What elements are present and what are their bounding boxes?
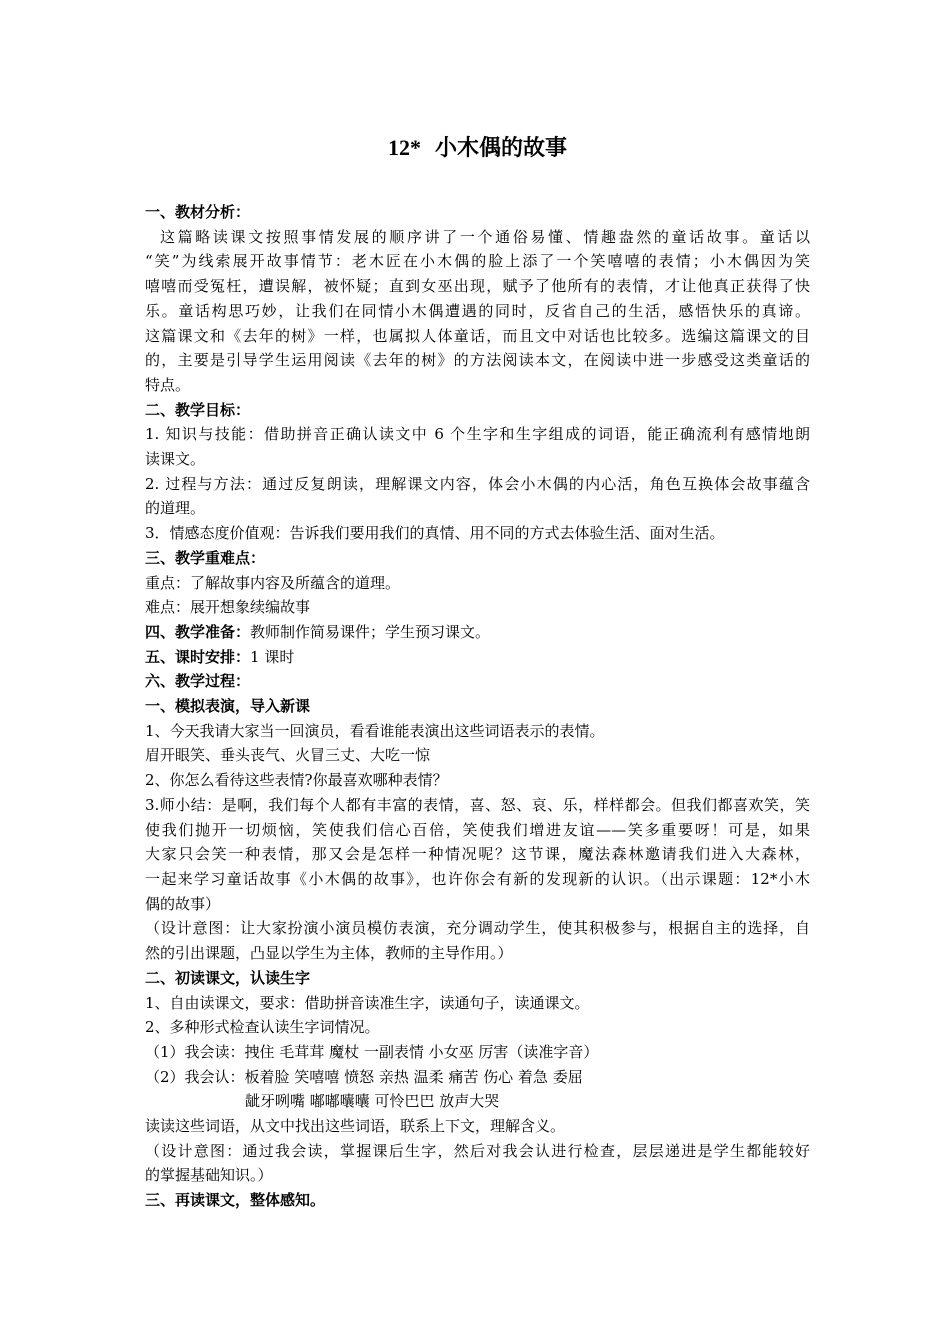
section-heading-process: 六、教学过程：: [145, 672, 251, 691]
section-heading-analysis: 一、教材分析：: [145, 203, 251, 221]
paragraph-line: 嘻嘻而受冤枉，遭误解，被怀疑；直到女巫出现，赋予了他所有的表情，才让他真正获得了快: [145, 277, 810, 296]
paragraph-line: 这篇略读课文按照事情发展的顺序讲了一个通俗易懂、情趣盎然的童话故事。童话以: [160, 227, 810, 246]
prep-line: [145, 620, 810, 645]
paragraph-line: 重点：了解故事内容及所蕴含的道理。: [145, 573, 401, 592]
paragraph-line: 的掌握基础知识。）: [145, 1166, 273, 1185]
part-heading-1: 一、模拟表演，导入新课: [145, 697, 311, 716]
paragraph-line: 读课文。: [145, 450, 206, 469]
paragraph-line: （2）我会认：板着脸 笑嘻嘻 愤怒 亲热 温柔 痛苦 伤心 着急 委屈: [145, 1067, 583, 1086]
paragraph-line: 然的引出课题，凸显以学生为主体，教师的主导作用。）: [145, 944, 513, 963]
paragraph-line: 2. 过程与方法：通过反复朗读，理解课文内容，体会小木偶的内心活，角色互换体会故事蕴含: [145, 474, 810, 493]
paragraph-line: 龇牙咧嘴 嘟嘟囔囔 可怜巴巴 放声大哭: [245, 1092, 500, 1111]
paragraph-line: 难点：展开想象续编故事: [145, 598, 311, 617]
paragraph-line: 2、多种形式检查认读生字词情况。: [145, 1018, 380, 1037]
prep-text: 教师制作简易课件；学生预习课文。: [250, 622, 491, 641]
paragraph-line: 眉开眼笑、垂头丧气、火冒三丈、大吃一惊: [145, 746, 431, 765]
paragraph-line: 特点。: [145, 375, 191, 394]
schedule-text: 1 课时: [250, 647, 295, 666]
document-body: [145, 200, 810, 1213]
section-heading-goals: 二、教学目标：: [145, 400, 251, 419]
paragraph-line: 3．情感态度价值观：告诉我们要用我们的真情、用不同的方式去体验生活、面对生活。: [145, 524, 725, 543]
paragraph-line: 使我们抛开一切烦恼，笑使我们信心百倍，笑使我们增进友谊——笑多重要呀！可是，如果: [145, 820, 810, 839]
paragraph-line: 1、今天我请大家当一回演员，看看谁能表演出这些词语表示的表情。: [145, 721, 605, 740]
paragraph-line: 偶的故事）: [145, 894, 221, 913]
paragraph-line: （设计意图：让大家扮演小演员模仿表演，充分调动学生，使其积极参与，根据自主的选择，自: [145, 919, 810, 938]
paragraph-line: 1. 知识与技能：借助拼音正确认读文中 6 个生字和生字组成的词语，能正确流利有感情地朗: [145, 425, 810, 444]
part-heading-3: 三、再读课文，整体感知。: [145, 1191, 326, 1210]
paragraph-line: 的道理。: [145, 499, 206, 518]
paragraph-line: 读读这些词语，从文中找出这些词语，联系上下文，理解含义。: [145, 1117, 566, 1136]
paragraph-line: 2、你怎么看待这些表情?你最喜欢哪种表情？: [145, 771, 448, 790]
lesson-number: 12*: [387, 135, 421, 160]
section-heading-prep: 四、教学准备：: [145, 622, 251, 641]
paragraph-line: 大家只会笑一种表情，那又会是怎样一种情况呢？这节课，魔法森林邀请我们进入大森林，: [145, 845, 810, 864]
paragraph-line: 一起来学习童话故事《小木偶的故事》，也许你会有新的发现新的认识。（出示课题：12*小木: [145, 869, 810, 888]
paragraph-line: 这篇课文和《去年的树》一样，也属拟人体童话，而且文中对话也比较多。选编这篇课文的目: [145, 326, 810, 345]
page-title: [145, 133, 810, 163]
section-heading-key-points: 三、教学重难点：: [145, 548, 266, 567]
paragraph-line: 乐。童话构思巧妙，让我们在同情小木偶遭遇的同时，反省自己的生活，感悟快乐的真谛。: [145, 301, 810, 320]
paragraph-line: 1、自由读课文，要求：借助拼音读准生字，读通句子，读通课文。: [145, 993, 590, 1012]
lesson-title: 小木偶的故事: [434, 135, 567, 161]
part-heading-2: 二、初读课文，认读生字: [145, 968, 311, 987]
section-heading-schedule: 五、课时安排：: [145, 647, 251, 666]
paragraph-line: 的，主要是引导学生运用阅读《去年的树》的方法阅读本文，在阅读中进一步感受这类童话的: [145, 351, 810, 370]
schedule-line: [145, 645, 810, 670]
paragraph-line: 3.师小结：是啊，我们每个人都有丰富的表情，喜、怒、哀、乐，样样都会。但我们都喜欢笑，笑: [145, 795, 810, 814]
paragraph-line: （1）我会读：拽住 毛茸茸 魔杖 一副表情 小女巫 厉害（读准字音）: [145, 1042, 599, 1061]
paragraph-line: （设计意图：通过我会读，掌握课后生字，然后对我会认进行检查，层层递进是学生都能较好: [145, 1141, 810, 1160]
paragraph-line: “笑”为线索展开故事情节：老木匠在小木偶的脸上添了一个笑嘻嘻的表情；小木偶因为笑: [145, 252, 810, 271]
